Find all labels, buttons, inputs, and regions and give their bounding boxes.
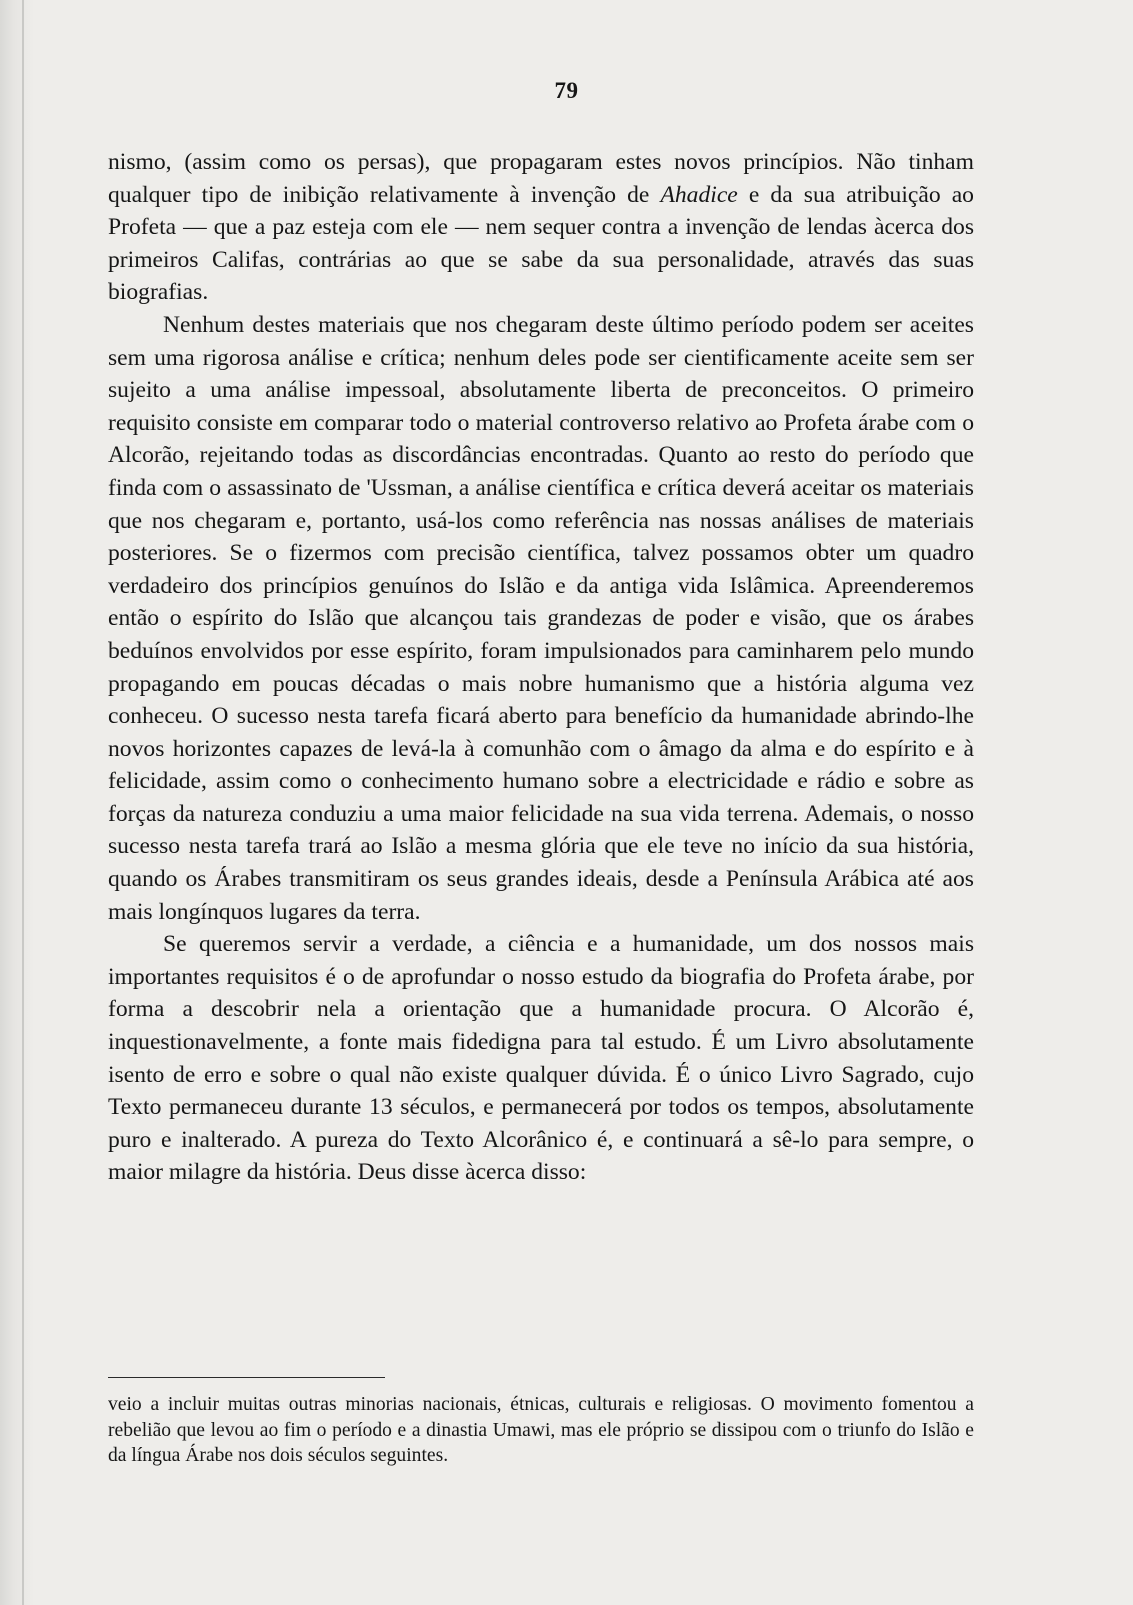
page-binding-shadow (0, 0, 34, 1605)
paragraph-1-emphasis: Ahadice (660, 181, 738, 208)
footnote: veio a incluir muitas outras minorias nacionais, étnicas, culturais e religiosas. O movimento fomentou a rebelião que levou ao fim o período e a dinastia Umawi, mas ele próprio se dissipou com o triunfo do Islão e da língua Árabe nos dois séculos seguintes. (108, 1394, 974, 1466)
paragraph-3: Se queremos servir a verdade, a ciência e a humanidade, um dos nossos mais importantes requisitos é o de aprofundar o nosso estudo da biografia do Profeta árabe, por forma a descobrir nela a orientação que a humanidade procura. O Alcorão é, inquestionavelmente, a fonte mais fidedigna para tal estudo. É um Livro absolutamente isento de erro e sobre o qual não existe qualquer dúvida. É o único Livro Sagrado, cujo Texto permaneceu durante 13 séculos, e permanecerá por todos os tempos, absolutamente puro e inalterado. A pureza do Texto Alcorânico é, e continuará a sê-lo para sempre, o maior milagre da história. Deus disse àcerca disso: (108, 931, 974, 1186)
paragraph-1-text-start: nismo, (assim como os persas), que propagaram estes novos princípios. Não tinham qualquer tipo de inibição relativamente à invenção de (108, 149, 974, 208)
paragraph-1-text-end: e da sua atribuição ao Profeta — que a paz esteja com ele — nem sequer contra a invenção de lendas àcerca dos primeiros Califas, contrárias ao que se sabe da sua personalidade, através das suas biografias. (108, 181, 974, 306)
page-number: 79 (554, 78, 579, 103)
body-text (108, 146, 974, 1189)
page-binding-edge (22, 0, 24, 1605)
paragraph-1 (108, 146, 974, 309)
footnote-separator (108, 1377, 385, 1378)
paragraph-2: Nenhum destes materiais que nos chegaram deste último período podem ser aceites sem uma rigorosa análise e crítica; nenhum deles pode ser cientificamente aceite sem ser sujeito a uma análise impessoal, absolutamente liberta de preconceitos. O primeiro requisito consiste em comparar todo o material controverso relativo ao Profeta árabe com o Alcorão, rejeitando todas as discordâncias encontradas. Quanto ao resto do período que finda com o assassinato de 'Ussman, a análise científica e crítica deverá aceitar os materiais que nos chegaram e, portanto, usá-los como referência nas nossas análises de materiais posteriores. Se o fizermos com precisão científica, talvez possamos obter um quadro verdadeiro dos princípios genuínos do Islão e da antiga vida Islâmica. Apreenderemos então o espírito do Islão que alcançou tais grandezas de poder e visão, que os árabes beduínos envolvidos por esse espírito, foram impulsionados para caminharem pelo mundo propagando em poucas décadas o mais nobre humanismo que a história alguma vez conheceu. O sucesso nesta tarefa ficará aberto para benefício da humanidade abrindo-lhe novos horizontes capazes de levá-la à comunhão com o âmago da alma e do espírito e à felicidade, assim como o conhecimento humano sobre a electricidade e rádio e sobre as forças da natureza conduziu a uma maior felicidade na sua vida terrena. Ademais, o nosso sucesso nesta tarefa trará ao Islão a mesma glória que ele teve no início da sua história, quando os Árabes transmitiram os seus grandes ideais, desde a Península Arábica até aos mais longínquos lugares da terra. (108, 311, 974, 925)
